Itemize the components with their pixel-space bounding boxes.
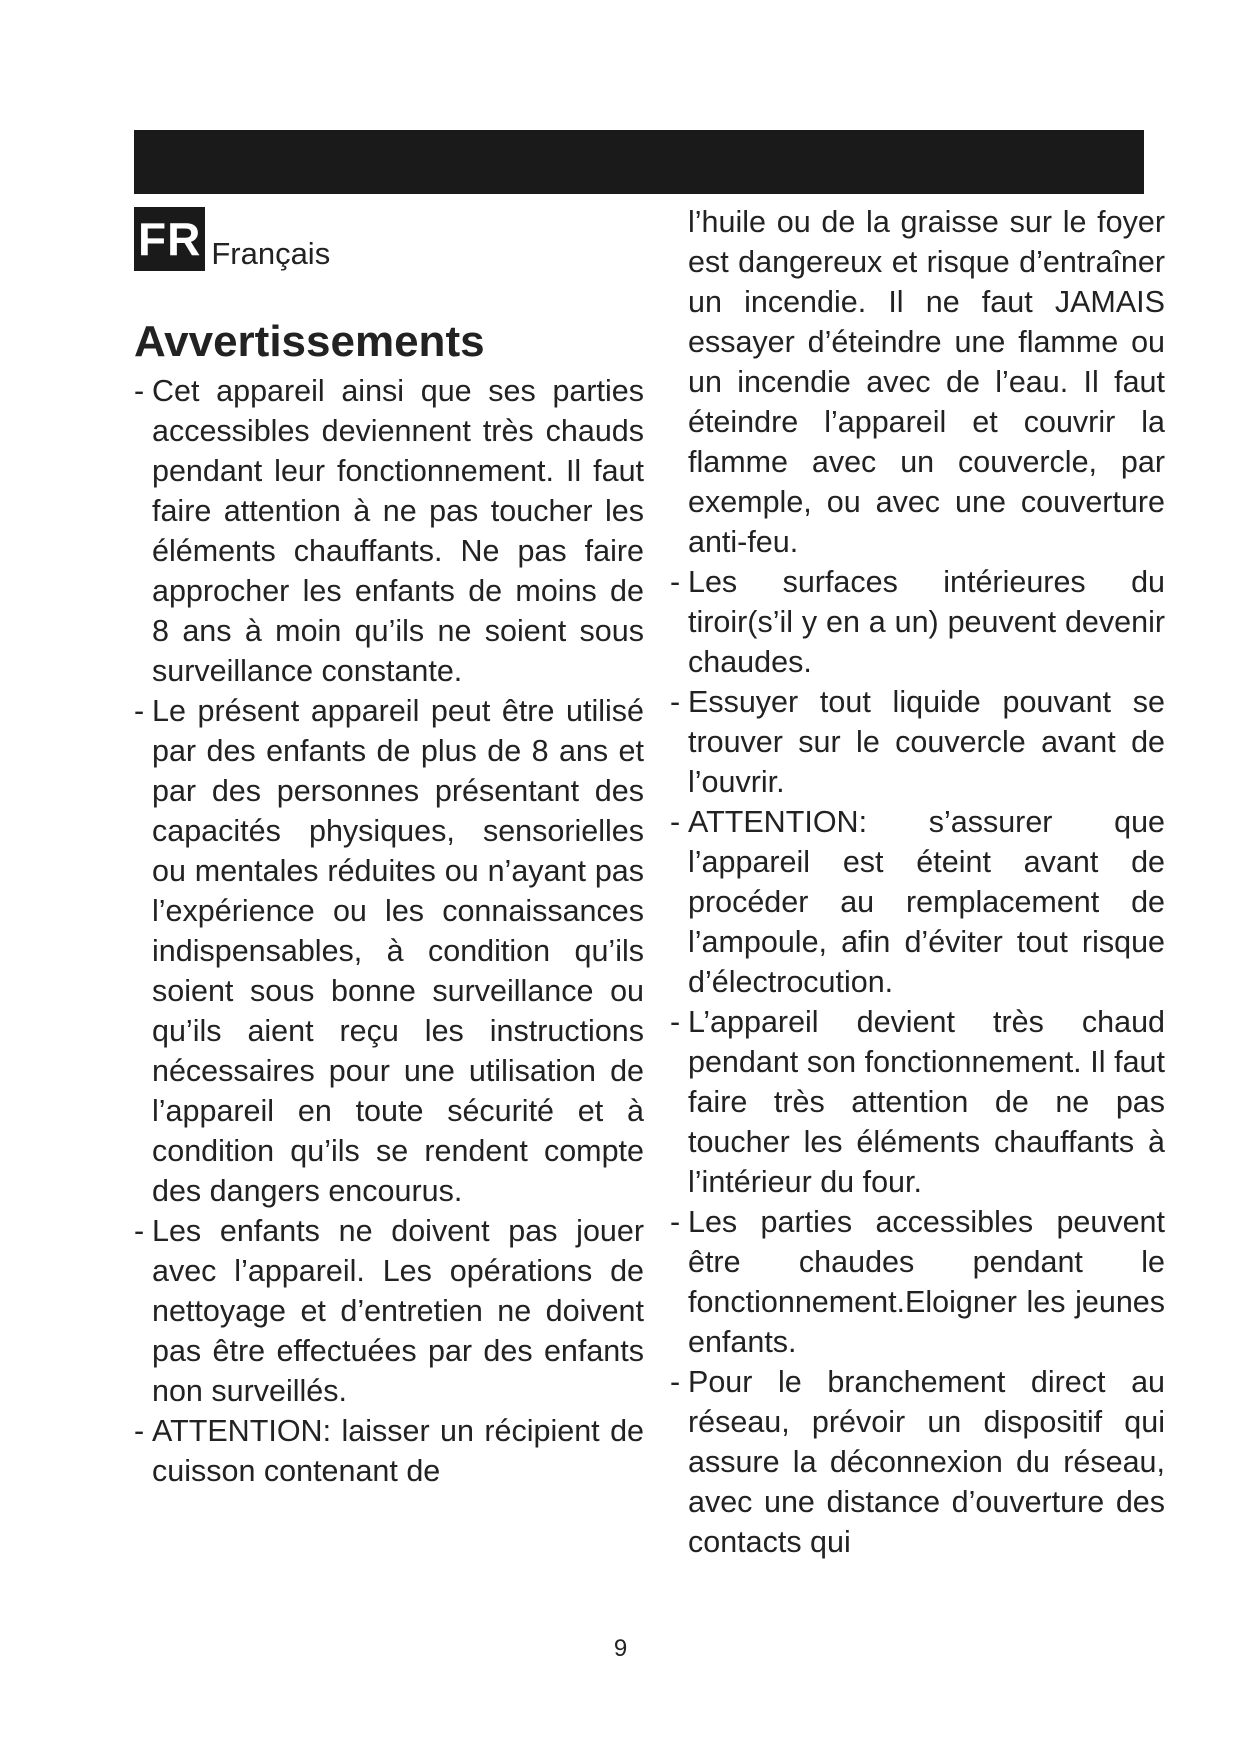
warning-item: - ATTENTION: laisser un récipient de cuisson contenant de	[134, 1411, 644, 1491]
warning-text: Le présent appareil peut être utilisé par des enfants de plus de 8 ans et par des personnes présentant des capacités physiques, sensorielles ou mentales réduites ou n’ayant pas l’expérience ou les connaissances indispensables, à condition qu’ils soient sous bonne surveillance ou qu’ils aient reçu les instructions nécessaires pour une utilisation de l’appareil en toute sécurité et à condition qu’ils se rendent compte des dangers encourus.	[152, 694, 644, 1208]
warning-item: - Pour le branchement direct au réseau, prévoir un dispositif qui assure la déconnexion du réseau, avec une distance d’ouverture des contacts qui	[670, 1362, 1165, 1562]
right-column	[670, 202, 1165, 1562]
warning-text: Pour le branchement direct au réseau, prévoir un dispositif qui assure la déconnexion du réseau, avec une distance d’ouverture des contacts qui	[688, 1365, 1165, 1559]
warning-text: Cet appareil ainsi que ses parties accessibles deviennent très chauds pendant leur fonctionnement. Il faut faire attention à ne pas toucher les éléments chauffants. Ne pas faire approcher les enfants de moins de 8 ans à moin qu’ils ne soient sous surveillance constante.	[152, 374, 644, 688]
page-title: Avvertissements	[134, 317, 485, 366]
warning-text: ATTENTION: s’assurer que l’appareil est éteint avant de procéder au remplacement de l’ampoule, afin d’éviter tout risque d’électrocution.	[688, 805, 1165, 999]
warning-item: - Cet appareil ainsi que ses parties accessibles deviennent très chauds pendant leur fonctionnement. Il faut faire attention à ne pas toucher les éléments chauffants. Ne pas faire approcher les enfants de moins de 8 ans à moin qu’ils ne soient sous surveillance constante.	[134, 371, 644, 691]
warning-text: L’appareil devient très chaud pendant son fonctionnement. Il faut faire très attention de ne pas toucher les éléments chauffants à l’intérieur du four.	[688, 1005, 1165, 1199]
warning-item: - Essuyer tout liquide pouvant se trouver sur le couvercle avant de l’ouvrir.	[670, 682, 1165, 802]
header-bar	[134, 130, 1144, 194]
warning-item: - Les surfaces intérieures du tiroir(s’il y en a un) peuvent devenir chaudes.	[670, 562, 1165, 682]
language-name: Français	[211, 236, 331, 271]
warning-item: - L’appareil devient très chaud pendant son fonctionnement. Il faut faire très attention de ne pas toucher les éléments chauffants à l’intérieur du four.	[670, 1002, 1165, 1202]
warning-continuation: l’huile ou de la graisse sur le foyer est dangereux et risque d’entraîner un incendie. Il ne faut JAMAIS essayer d’éteindre une flamme ou un incendie avec de l’eau. Il faut éteindre l’appareil et couvrir la flamme avec un couvercle, par exemple, ou avec une couverture anti-feu.	[688, 205, 1165, 559]
warning-item: - Les parties accessibles peuvent être chaudes pendant le fonctionnement.Eloigner les jeunes enfants.	[670, 1202, 1165, 1362]
language-label	[134, 207, 330, 271]
page-number: 9	[613, 1635, 628, 1662]
warning-text: Les surfaces intérieures du tiroir(s’il y en a un) peuvent devenir chaudes.	[688, 565, 1165, 679]
left-column	[134, 371, 644, 1491]
warning-text: Les parties accessibles peuvent être chaudes pendant le fonctionnement.Eloigner les jeunes enfants.	[688, 1205, 1165, 1359]
warning-item: - Le présent appareil peut être utilisé par des enfants de plus de 8 ans et par des personnes présentant des capacités physiques, sensorielles ou mentales réduites ou n’ayant pas l’expérience ou les connaissances indispensables, à condition qu’ils soient sous bonne surveillance ou qu’ils aient reçu les instructions nécessaires pour une utilisation de l’appareil en toute sécurité et à condition qu’ils se rendent compte des dangers encourus.	[134, 691, 644, 1211]
warning-text: Essuyer tout liquide pouvant se trouver sur le couvercle avant de l’ouvrir.	[688, 685, 1165, 799]
language-code-badge: FR	[134, 207, 205, 271]
warning-text: Les enfants ne doivent pas jouer avec l’appareil. Les opérations de nettoyage et d’entretien ne doivent pas être effectuées par des enfants non surveillés.	[152, 1214, 644, 1408]
warning-text: ATTENTION: laisser un récipient de cuisson contenant de	[152, 1414, 644, 1488]
warning-item: - ATTENTION: s’assurer que l’appareil est éteint avant de procéder au remplacement de l’ampoule, afin d’éviter tout risque d’électrocution.	[670, 802, 1165, 1002]
warning-item: - Les enfants ne doivent pas jouer avec l’appareil. Les opérations de nettoyage et d’entretien ne doivent pas être effectuées par des enfants non surveillés.	[134, 1211, 644, 1411]
